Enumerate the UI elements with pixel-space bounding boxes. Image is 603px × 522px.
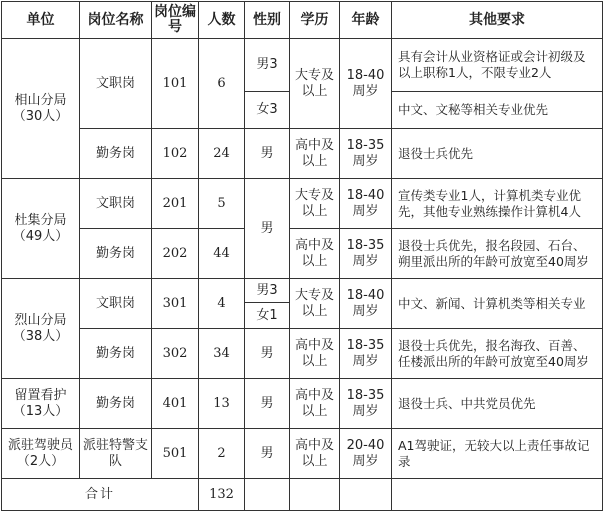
count-cell: 2: [199, 429, 245, 479]
post-name-cell: 勤务岗: [80, 379, 152, 429]
count-cell: 13: [199, 379, 245, 429]
unit-cell: 相山分局（30人）: [2, 39, 80, 179]
post-code-cell: 501: [152, 429, 199, 479]
count-cell: 44: [199, 229, 245, 279]
post-code-cell: 201: [152, 179, 199, 229]
post-code-cell: 101: [152, 39, 199, 129]
empty-cell: [245, 479, 290, 511]
header-count: 人数: [199, 2, 245, 39]
age-cell: 18-40周岁: [340, 179, 392, 229]
unit-cell: 杜集分局（49人）: [2, 179, 80, 279]
post-name-cell: 文职岗: [80, 39, 152, 129]
count-cell: 34: [199, 329, 245, 379]
header-row: [2, 2, 603, 39]
education-cell: 大专及以上: [290, 279, 340, 329]
total-label: 合计: [2, 479, 199, 511]
unit-cell: 烈山分局（38人）: [2, 279, 80, 379]
table-row: [2, 379, 603, 429]
age-cell: 18-35周岁: [340, 129, 392, 179]
gender-cell: 男3: [245, 39, 290, 92]
age-cell: 20-40周岁: [340, 429, 392, 479]
gender-cell: 男: [245, 329, 290, 379]
header-unit: 单位: [2, 2, 80, 39]
total-row: [2, 479, 603, 511]
empty-cell: [340, 479, 392, 511]
gender-cell: 男: [245, 179, 290, 279]
empty-cell: [290, 479, 340, 511]
table-row: [2, 39, 603, 92]
table-row: [2, 279, 603, 303]
table-row: [2, 129, 603, 179]
requirement-cell: 退役士兵、中共党员优先: [392, 379, 603, 429]
post-code-cell: 202: [152, 229, 199, 279]
header-other-requirements: 其他要求: [392, 2, 603, 39]
header-post-name: 岗位名称: [80, 2, 152, 39]
post-code-cell: 301: [152, 279, 199, 329]
empty-cell: [392, 479, 603, 511]
table-row: [2, 429, 603, 479]
post-name-cell: 勤务岗: [80, 229, 152, 279]
table-row: [2, 329, 603, 379]
post-code-cell: 401: [152, 379, 199, 429]
count-cell: 6: [199, 39, 245, 129]
requirement-cell: 退役士兵优先，报名段园、石台、朔里派出所的年龄可放宽至40周岁: [392, 229, 603, 279]
table-row: [2, 229, 603, 279]
requirement-cell: 中文、文秘等相关专业优先: [392, 92, 603, 129]
unit-cell: 派驻驾驶员（2人）: [2, 429, 80, 479]
post-name-cell: 勤务岗: [80, 129, 152, 179]
header-education: 学历: [290, 2, 340, 39]
post-name-cell: 文职岗: [80, 179, 152, 229]
recruitment-table: [1, 1, 603, 511]
age-cell: 18-40周岁: [340, 39, 392, 129]
education-cell: 高中及以上: [290, 379, 340, 429]
requirement-cell: 中文、新闻、计算机类等相关专业: [392, 279, 603, 329]
count-cell: 4: [199, 279, 245, 329]
gender-cell: 男: [245, 429, 290, 479]
gender-cell: 男: [245, 379, 290, 429]
total-count: 132: [199, 479, 245, 511]
post-name-cell: 勤务岗: [80, 329, 152, 379]
header-post-code: 岗位编号: [152, 2, 199, 39]
education-cell: 高中及以上: [290, 329, 340, 379]
gender-cell: 男: [245, 129, 290, 179]
unit-cell: 留置看护（13人）: [2, 379, 80, 429]
age-cell: 18-40周岁: [340, 279, 392, 329]
age-cell: 18-35周岁: [340, 329, 392, 379]
gender-cell: 女1: [245, 303, 290, 329]
education-cell: 大专及以上: [290, 39, 340, 129]
requirement-cell: A1驾驶证，无较大以上责任事故记录: [392, 429, 603, 479]
requirement-cell: 宣传类专业1人，计算机类专业优先，其他专业熟练操作计算机4人: [392, 179, 603, 229]
post-name-cell: 文职岗: [80, 279, 152, 329]
post-code-cell: 102: [152, 129, 199, 179]
count-cell: 5: [199, 179, 245, 229]
education-cell: 大专及以上: [290, 179, 340, 229]
table-row: [2, 179, 603, 229]
age-cell: 18-35周岁: [340, 379, 392, 429]
requirement-cell: 退役士兵优先，报名海孜、百善、任楼派出所的年龄可放宽至40周岁: [392, 329, 603, 379]
requirement-cell: 具有会计从业资格证或会计初级及以上职称1人，不限专业2人: [392, 39, 603, 92]
count-cell: 24: [199, 129, 245, 179]
header-age: 年龄: [340, 2, 392, 39]
age-cell: 18-35周岁: [340, 229, 392, 279]
header-gender: 性别: [245, 2, 290, 39]
education-cell: 高中及以上: [290, 429, 340, 479]
post-code-cell: 302: [152, 329, 199, 379]
education-cell: 高中及以上: [290, 129, 340, 179]
education-cell: 高中及以上: [290, 229, 340, 279]
gender-cell: 女3: [245, 92, 290, 129]
gender-cell: 男3: [245, 279, 290, 303]
requirement-cell: 退役士兵优先: [392, 129, 603, 179]
post-name-cell: 派驻特警支队: [80, 429, 152, 479]
